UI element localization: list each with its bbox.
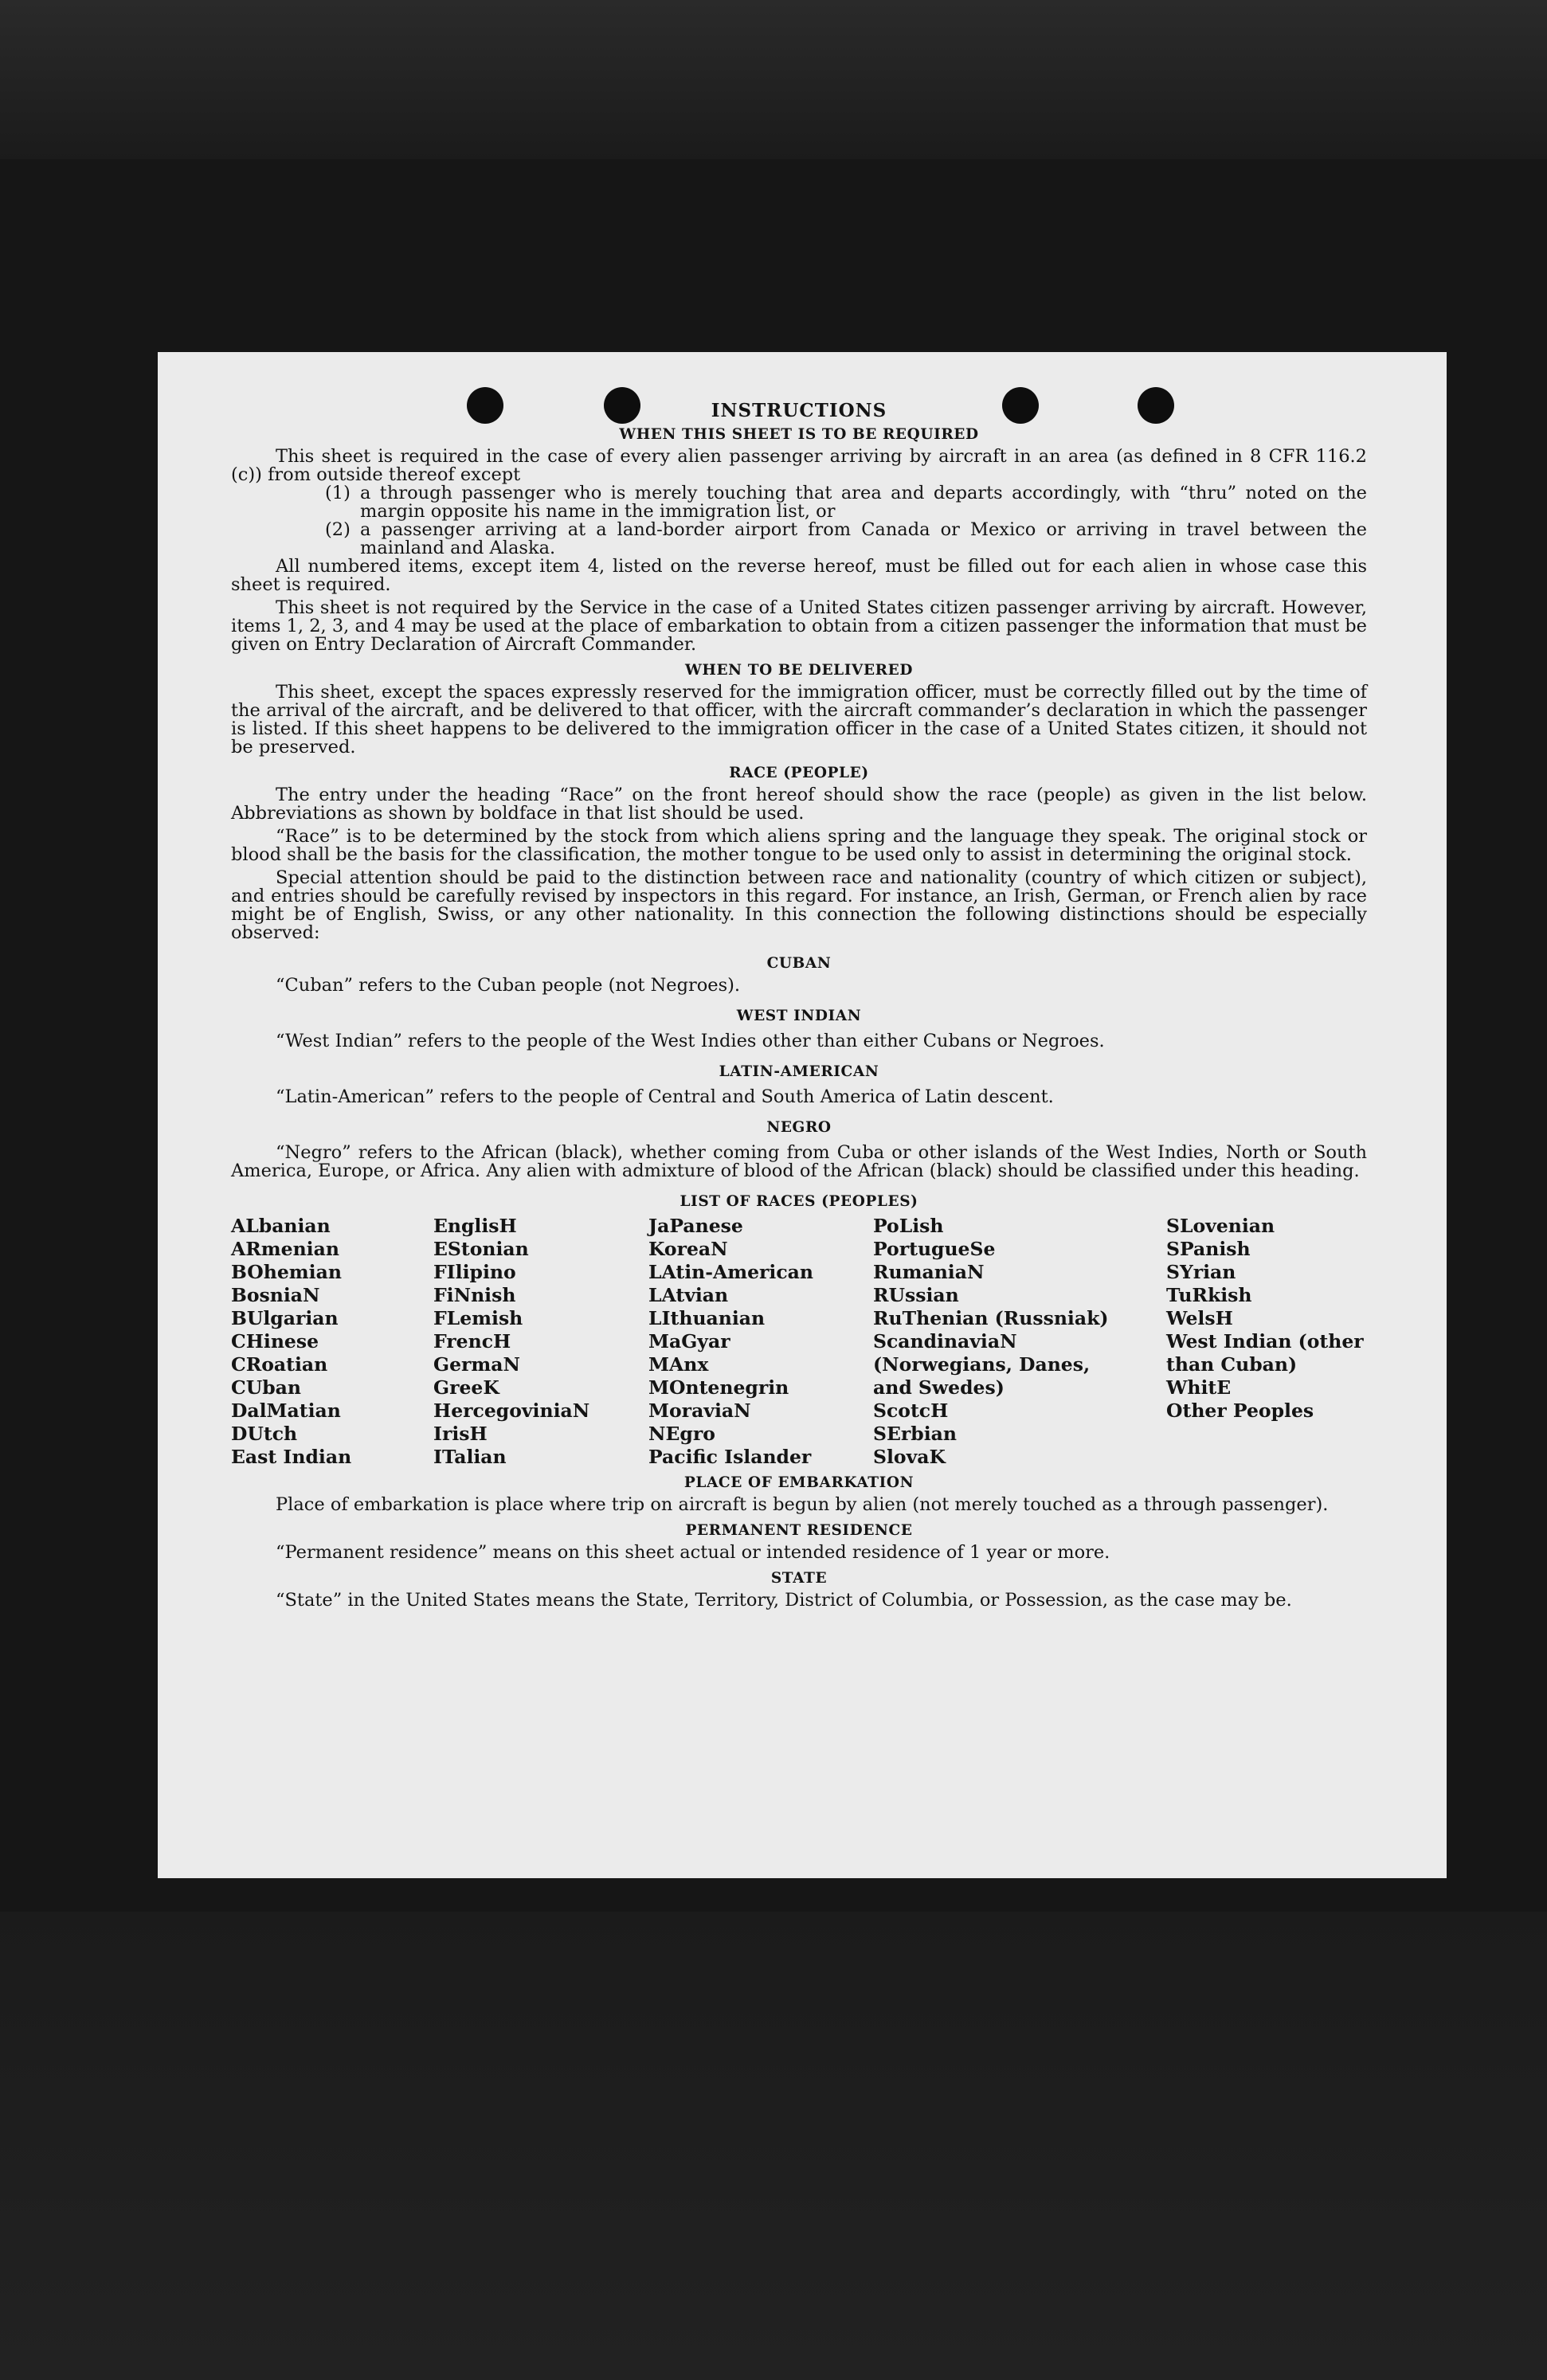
paragraph: The entry under the heading “Race” on the front hereof should show the race (people) as given in the list below. Abbreviations as shown by boldface in that list should be used. [231, 785, 1367, 824]
race-entry: West Indian (other than Cuban) [1166, 1330, 1364, 1376]
race-entry: PortugueSe [873, 1238, 996, 1260]
race-entry: SPanish [1166, 1238, 1251, 1260]
paragraph: All numbered items, except item 4, listed on the reverse hereof, must be filled out for each alien in whose case this sheet is required. [231, 556, 1367, 595]
race-entry: ScandinaviaN (Norwegians, Danes, and Swedes) [873, 1330, 1091, 1399]
paragraph: “Cuban” refers to the Cuban people (not Negroes). [276, 975, 741, 996]
film-strip-bottom [0, 1912, 1547, 2380]
race-entry: GreeK [433, 1376, 499, 1399]
race-entry: Other Peoples [1166, 1399, 1314, 1422]
punch-hole-icon [1002, 387, 1039, 424]
race-entry: JaPanese [648, 1215, 743, 1237]
races-column [433, 1215, 640, 1469]
race-entry: SLovenian [1166, 1215, 1275, 1237]
section-heading: LATIN-AMERICAN [719, 1063, 879, 1080]
race-entry: SlovaK [873, 1446, 946, 1468]
races-list [231, 1215, 1367, 1470]
race-entry: ITalian [433, 1446, 507, 1468]
race-entry: DUtch [231, 1423, 298, 1445]
section-heading: STATE [770, 1570, 828, 1587]
race-entry: TuRkish [1166, 1284, 1252, 1306]
race-entry: MAnx [648, 1353, 709, 1376]
list-item [325, 484, 1367, 521]
race-entry: SYrian [1166, 1261, 1236, 1283]
paragraph: Special attention should be paid to the distinction between race and nationality (country of which citizen or subject), and entries should be carefully revised by inspectors in this regard. For instance, an Irish, German, or French alien by race might be of English, Swiss, or any other nationality. In this connection the following distinctions should be especially observed: [231, 867, 1367, 943]
paragraph: “State” in the United States means the State, Territory, District of Columbia, or Possession, as the case may be. [276, 1590, 1292, 1611]
race-entry: CUban [231, 1376, 301, 1399]
races-column [873, 1215, 1112, 1469]
section-heading: PLACE OF EMBARKATION [683, 1474, 914, 1491]
races-column [231, 1215, 422, 1469]
races-column [648, 1215, 871, 1469]
section-heading: NEGRO [766, 1119, 832, 1136]
instruction-sheet [158, 352, 1447, 1878]
list-number: (2) [325, 519, 351, 540]
race-entry: NEgro [648, 1423, 715, 1445]
races-column [1166, 1215, 1369, 1423]
race-entry: ALbanian [231, 1215, 331, 1237]
race-entry: East Indian [231, 1446, 352, 1468]
list-text: a through passenger who is merely touching that area and departs accordingly, with “thru” noted on the margin opposite his name in the immigration list, or [360, 483, 1367, 522]
paragraph: “Permanent residence” means on this sheet actual or intended residence of 1 year or more. [276, 1542, 1110, 1563]
race-entry: Pacific Islander [648, 1446, 812, 1468]
race-entry: BosniaN [231, 1284, 320, 1306]
race-entry: RumaniaN [873, 1261, 985, 1283]
section-heading: CUBAN [766, 955, 832, 972]
race-entry: FLemish [433, 1307, 523, 1329]
race-entry: FiNnish [433, 1284, 516, 1306]
race-entry: IrisH [433, 1423, 488, 1445]
race-entry: RuThenian (Russniak) [873, 1307, 1109, 1329]
section-heading: WEST INDIAN [736, 1008, 862, 1024]
race-entry: KoreaN [648, 1238, 728, 1260]
film-strip-top [0, 0, 1547, 159]
paragraph: This sheet is not required by the Service in the case of a United States citizen passenger arriving by aircraft. However, items 1, 2, 3, and 4 may be used at the place of embarkation to obtain from a citizen passenger the information that must be given on Entry Declaration of Aircraft Commander. [231, 597, 1367, 655]
race-entry: EnglisH [433, 1215, 517, 1237]
section-heading: WHEN TO BE DELIVERED [685, 662, 913, 679]
paragraph: “Race” is to be determined by the stock from which aliens spring and the language they speak. The original stock or blood shall be the basis for the classification, the mother tongue to be used only to assist in determining the original stock. [231, 826, 1367, 865]
race-entry: CHinese [231, 1330, 319, 1352]
page-title: INSTRUCTIONS [711, 400, 887, 421]
race-entry: MOntenegrin [648, 1376, 789, 1399]
punch-hole-icon [1138, 387, 1174, 424]
race-entry: HercegoviniaN [433, 1399, 590, 1422]
punch-hole-icon [467, 387, 503, 424]
race-entry: ARmenian [231, 1238, 339, 1260]
section-heading: WHEN THIS SHEET IS TO BE REQUIRED [619, 426, 979, 443]
section-heading: RACE (PEOPLE) [729, 765, 869, 781]
paragraph: “West Indian” refers to the people of the West Indies other than either Cubans or Negroes. [276, 1031, 1105, 1051]
section-heading: PERMANENT RESIDENCE [685, 1522, 913, 1539]
race-entry: MaGyar [648, 1330, 730, 1352]
race-entry: FrencH [433, 1330, 511, 1352]
race-entry: LAtin-American [648, 1261, 813, 1283]
race-entry: RUssian [873, 1284, 959, 1306]
list-text: a passenger arriving at a land-border airport from Canada or Mexico or arriving in travel between the mainland and Alaska. [360, 519, 1367, 558]
race-entry: SErbian [873, 1423, 957, 1445]
race-entry: FIlipino [433, 1261, 516, 1283]
paragraph: “Latin-American” refers to the people of Central and South America of Latin descent. [276, 1086, 1054, 1107]
race-entry: CRoatian [231, 1353, 328, 1376]
race-entry: EStonian [433, 1238, 529, 1260]
race-entry: BOhemian [231, 1261, 342, 1283]
paragraph: “Negro” refers to the African (black), whether coming from Cuba or other islands of the West Indies, North or South America, Europe, or Africa. Any alien with admixture of blood of the African (black) should be classified under this heading. [231, 1142, 1367, 1181]
list-item [325, 521, 1367, 558]
section-heading: LIST OF RACES (PEOPLES) [680, 1193, 918, 1210]
race-entry: MoraviaN [648, 1399, 751, 1422]
list-number: (1) [325, 483, 351, 503]
race-entry: PoLish [873, 1215, 944, 1237]
race-entry: DalMatian [231, 1399, 341, 1422]
paragraph: This sheet, except the spaces expressly reserved for the immigration officer, must be correctly filled out by the time of the arrival of the aircraft, and be delivered to that officer, with the aircraft commander’s declaration in which the passenger is listed. If this sheet happens to be delivered to the immigration officer in the case of a United States citizen, it should not be preserved. [231, 682, 1367, 757]
race-entry: ScotcH [873, 1399, 949, 1422]
race-entry: WelsH [1166, 1307, 1233, 1329]
race-entry: BUlgarian [231, 1307, 339, 1329]
race-entry: WhitE [1166, 1376, 1232, 1399]
punch-hole-icon [604, 387, 640, 424]
race-entry: GermaN [433, 1353, 520, 1376]
race-entry: LIthuanian [648, 1307, 766, 1329]
paragraph: This sheet is required in the case of every alien passenger arriving by aircraft in an area (as defined in 8 CFR 116.2 (c)) from outside thereof except [231, 446, 1367, 485]
paragraph: Place of embarkation is place where trip on aircraft is begun by alien (not merely touched as a through passenger). [276, 1494, 1329, 1515]
race-entry: LAtvian [648, 1284, 729, 1306]
